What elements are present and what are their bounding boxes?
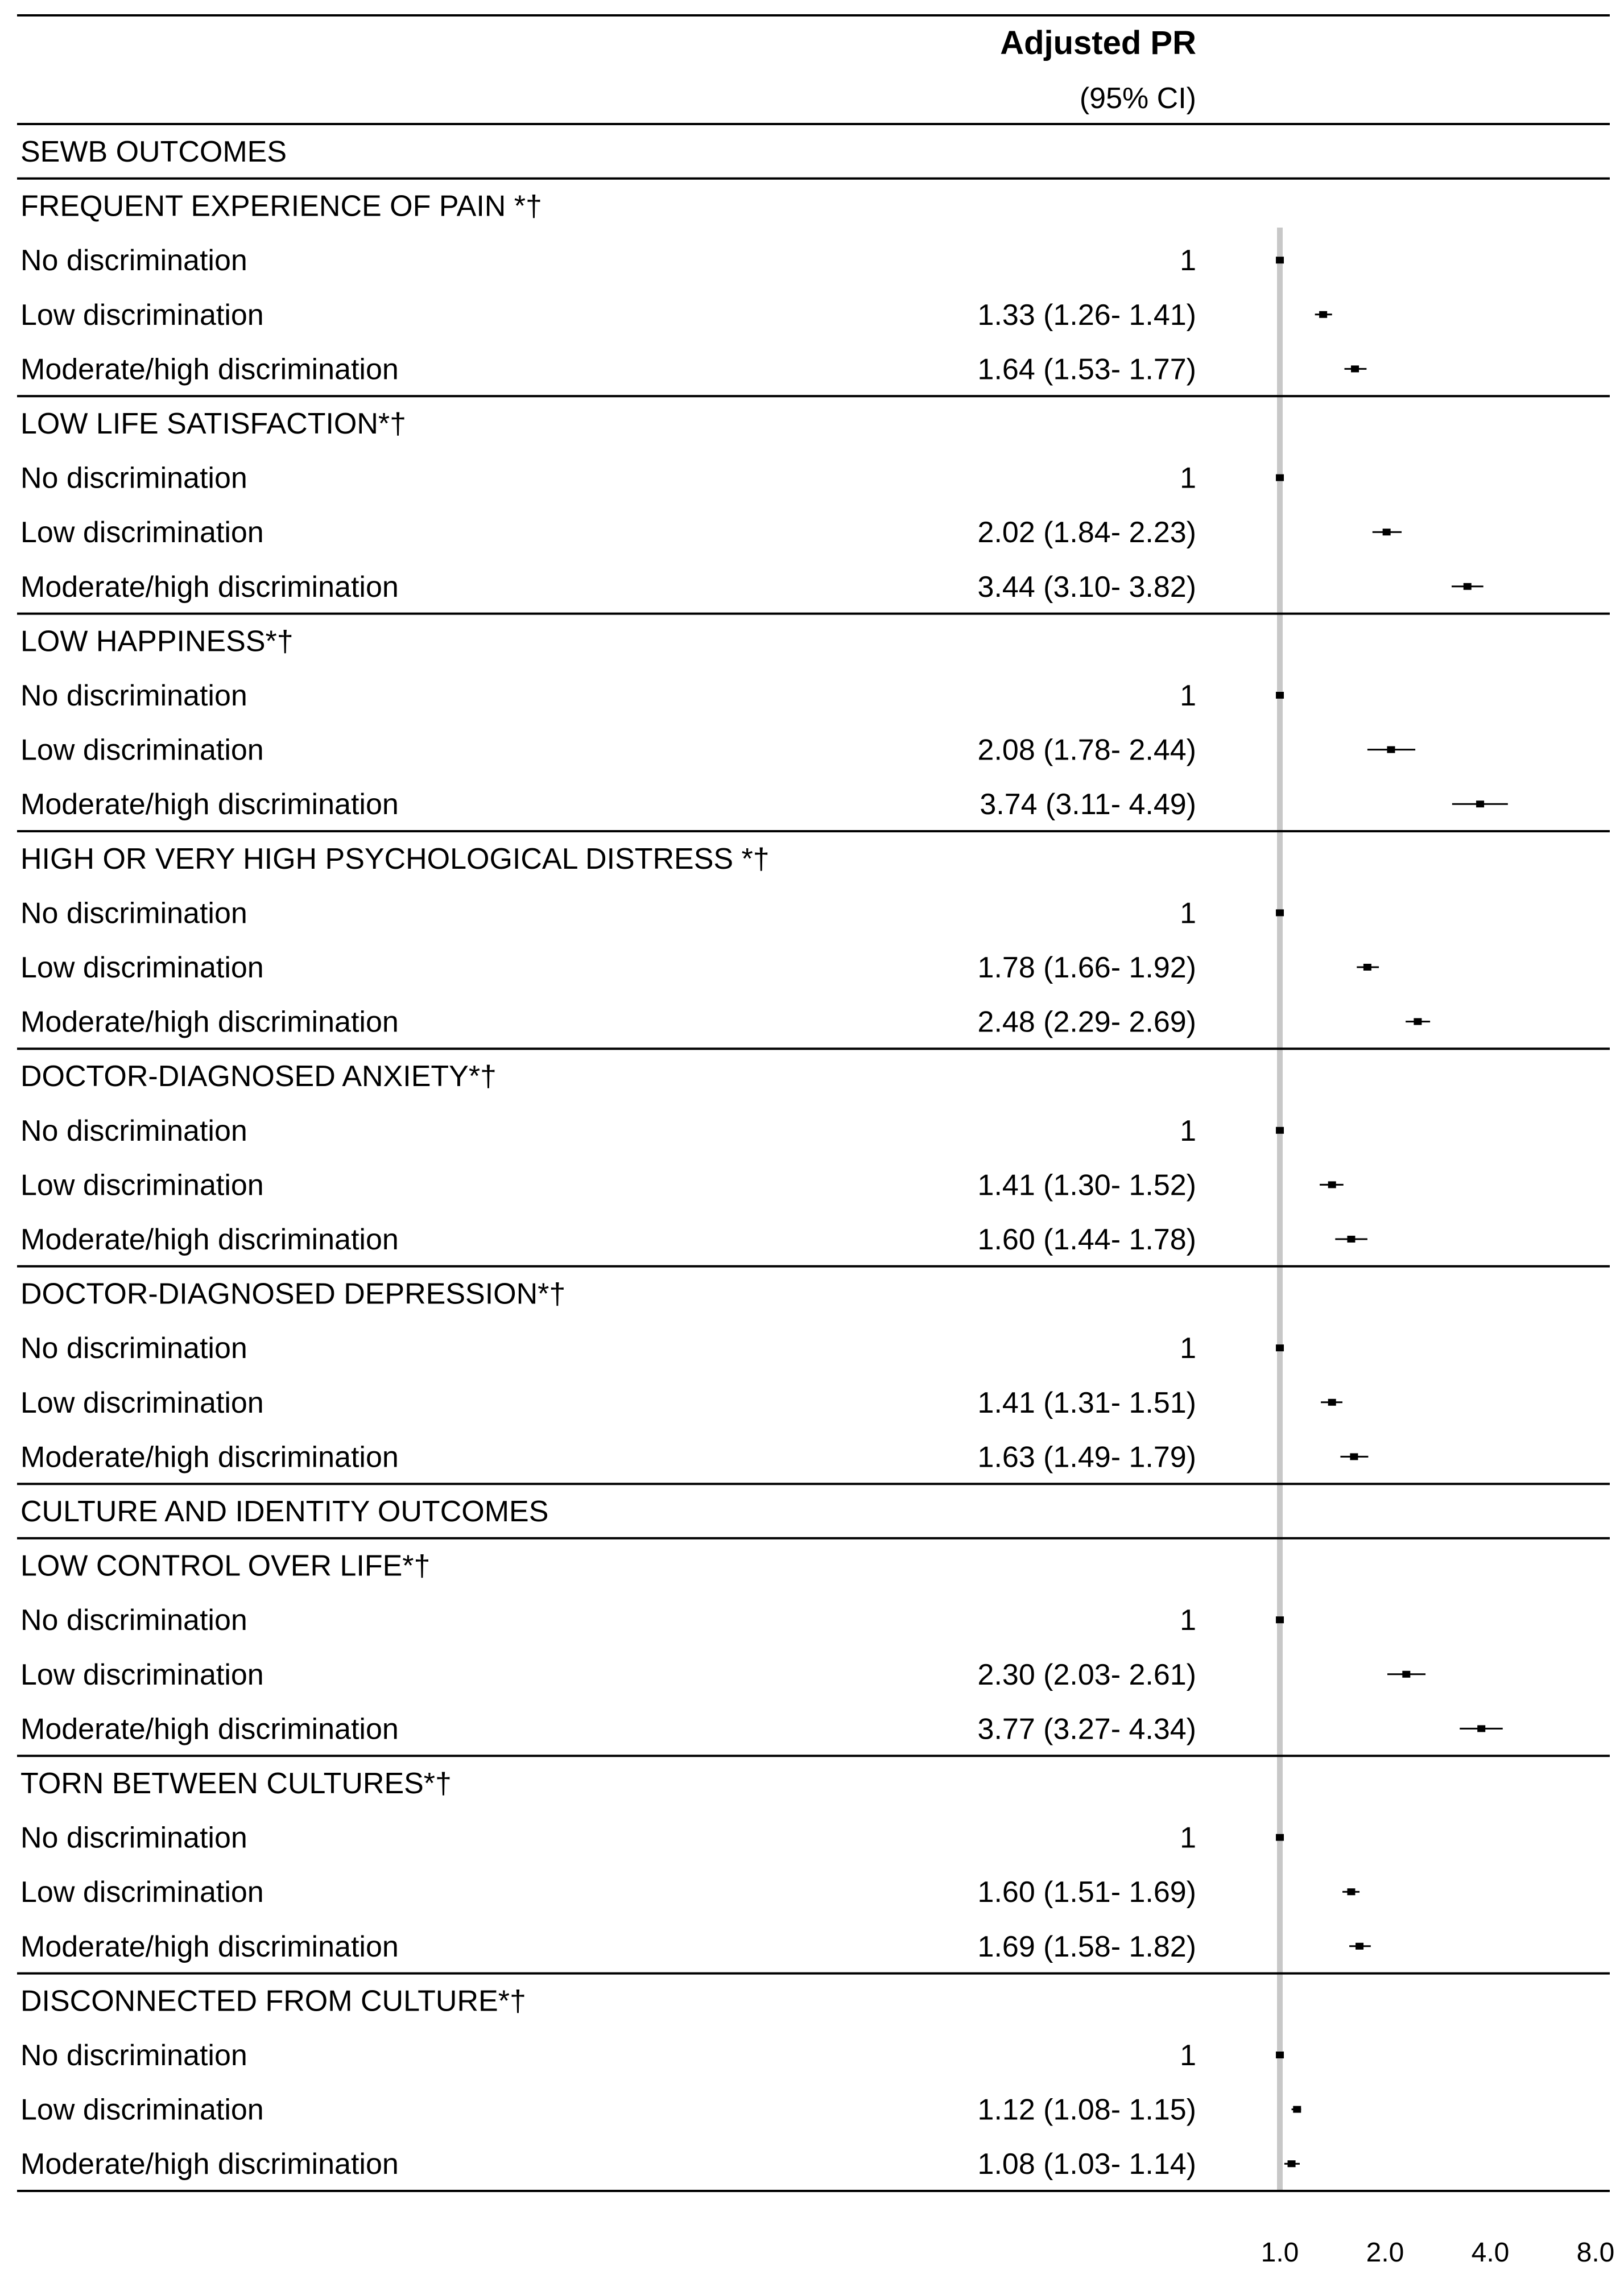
row-estimate: 1 bbox=[1180, 461, 1196, 495]
row-estimate: 2.02 (1.84- 2.23) bbox=[977, 516, 1196, 550]
row-estimate: 1 bbox=[1180, 2039, 1196, 2072]
point-estimate bbox=[1414, 1018, 1421, 1025]
row-label: Low discrimination bbox=[20, 1169, 264, 1202]
row-label: Moderate/high discrimination bbox=[20, 570, 399, 604]
point-estimate bbox=[1276, 1127, 1284, 1134]
outcome-title: DISCONNECTED FROM CULTURE*† bbox=[20, 1984, 526, 2018]
point-estimate bbox=[1464, 583, 1472, 590]
point-estimate bbox=[1276, 692, 1284, 699]
point-estimate bbox=[1363, 964, 1371, 971]
row-label: No discrimination bbox=[20, 679, 247, 712]
row-estimate: 1 bbox=[1180, 897, 1196, 930]
row-label: Low discrimination bbox=[20, 298, 264, 332]
outcome-title: LOW LIFE SATISFACTION*† bbox=[20, 407, 407, 440]
row-label: Moderate/high discrimination bbox=[20, 1005, 399, 1039]
column-header-title: Adjusted PR bbox=[1000, 24, 1196, 61]
row-estimate: 1 bbox=[1180, 1114, 1196, 1148]
outcome-title: LOW CONTROL OVER LIFE*† bbox=[20, 1549, 431, 1583]
point-estimate bbox=[1328, 1181, 1336, 1188]
row-label: Moderate/high discrimination bbox=[20, 2148, 399, 2181]
row-estimate: 1.33 (1.26- 1.41) bbox=[977, 298, 1196, 332]
row-estimate: 1.63 (1.49- 1.79) bbox=[977, 1441, 1196, 1474]
row-estimate: 1.69 (1.58- 1.82) bbox=[977, 1930, 1196, 1963]
row-label: No discrimination bbox=[20, 1332, 247, 1365]
row-label: Moderate/high discrimination bbox=[20, 353, 399, 386]
row-label: Moderate/high discrimination bbox=[20, 1930, 399, 1963]
point-estimate bbox=[1477, 1725, 1485, 1732]
outcome-title: TORN BETWEEN CULTURES*† bbox=[20, 1767, 452, 1800]
outcome-title: HIGH OR VERY HIGH PSYCHOLOGICAL DISTRESS *† bbox=[20, 842, 770, 876]
point-estimate bbox=[1356, 1943, 1363, 1950]
point-estimate bbox=[1276, 1344, 1284, 1351]
row-estimate: 2.08 (1.78- 2.44) bbox=[977, 733, 1196, 767]
point-estimate bbox=[1347, 1888, 1355, 1895]
row-label: Low discrimination bbox=[20, 951, 264, 984]
row-estimate: 1 bbox=[1180, 1604, 1196, 1637]
row-estimate: 3.77 (3.27- 4.34) bbox=[977, 1712, 1196, 1746]
row-estimate: 1.78 (1.66- 1.92) bbox=[977, 951, 1196, 984]
row-label: Low discrimination bbox=[20, 733, 264, 767]
point-estimate bbox=[1288, 2160, 1296, 2167]
x-tick-label: 2.0 bbox=[1366, 2238, 1404, 2268]
section-title: CULTURE AND IDENTITY OUTCOMES bbox=[20, 1495, 549, 1528]
row-estimate: 1 bbox=[1180, 244, 1196, 278]
point-estimate bbox=[1328, 1399, 1336, 1406]
row-label: Low discrimination bbox=[20, 1658, 264, 1691]
row-estimate: 1.60 (1.44- 1.78) bbox=[977, 1223, 1196, 1256]
point-estimate bbox=[1383, 529, 1391, 535]
row-label: Low discrimination bbox=[20, 2093, 264, 2127]
point-estimate bbox=[1276, 1834, 1284, 1841]
outcome-title: LOW HAPPINESS*† bbox=[20, 625, 294, 658]
point-estimate bbox=[1319, 311, 1327, 318]
point-estimate bbox=[1402, 1671, 1410, 1678]
row-estimate: 1.12 (1.08- 1.15) bbox=[977, 2093, 1196, 2127]
point-estimate bbox=[1276, 257, 1284, 263]
point-estimate bbox=[1351, 365, 1359, 372]
row-estimate: 1 bbox=[1180, 1821, 1196, 1855]
point-estimate bbox=[1276, 1616, 1284, 1623]
outcome-title: FREQUENT EXPERIENCE OF PAIN *† bbox=[20, 189, 542, 223]
row-label: No discrimination bbox=[20, 1604, 247, 1637]
row-label: No discrimination bbox=[20, 244, 247, 278]
point-estimate bbox=[1293, 2106, 1301, 2113]
point-estimate bbox=[1347, 1236, 1355, 1243]
x-tick-label: 8.0 bbox=[1576, 2238, 1615, 2268]
row-label: Moderate/high discrimination bbox=[20, 1441, 399, 1474]
row-estimate: 2.30 (2.03- 2.61) bbox=[977, 1658, 1196, 1691]
row-estimate: 3.74 (3.11- 4.49) bbox=[980, 788, 1196, 822]
point-estimate bbox=[1276, 909, 1284, 916]
x-tick-label: 4.0 bbox=[1471, 2238, 1510, 2268]
row-label: Low discrimination bbox=[20, 1386, 264, 1419]
row-label: No discrimination bbox=[20, 1114, 247, 1148]
row-label: No discrimination bbox=[20, 2039, 247, 2072]
row-label: No discrimination bbox=[20, 461, 247, 495]
outcome-title: DOCTOR-DIAGNOSED DEPRESSION*† bbox=[20, 1277, 566, 1311]
section-title: SEWB OUTCOMES bbox=[20, 135, 287, 168]
point-estimate bbox=[1276, 2052, 1284, 2058]
x-tick-label: 1.0 bbox=[1261, 2238, 1299, 2268]
column-header-subtitle: (95% CI) bbox=[1079, 82, 1196, 115]
row-estimate: 1.41 (1.30- 1.52) bbox=[977, 1169, 1196, 1202]
point-estimate bbox=[1387, 746, 1395, 753]
row-estimate: 1.08 (1.03- 1.14) bbox=[977, 2148, 1196, 2181]
row-label: Moderate/high discrimination bbox=[20, 1223, 399, 1256]
row-label: No discrimination bbox=[20, 897, 247, 930]
row-label: Low discrimination bbox=[20, 516, 264, 550]
point-estimate bbox=[1276, 474, 1284, 481]
row-label: No discrimination bbox=[20, 1821, 247, 1855]
row-estimate: 3.44 (3.10- 3.82) bbox=[977, 570, 1196, 604]
outcome-title: DOCTOR-DIAGNOSED ANXIETY*† bbox=[20, 1060, 497, 1093]
row-label: Moderate/high discrimination bbox=[20, 1712, 399, 1746]
row-estimate: 1 bbox=[1180, 679, 1196, 712]
row-label: Low discrimination bbox=[20, 1876, 264, 1909]
row-estimate: 1.64 (1.53- 1.77) bbox=[977, 353, 1196, 386]
row-label: Moderate/high discrimination bbox=[20, 788, 399, 822]
row-estimate: 1.41 (1.31- 1.51) bbox=[977, 1386, 1196, 1419]
point-estimate bbox=[1476, 800, 1484, 807]
row-estimate: 1 bbox=[1180, 1332, 1196, 1365]
point-estimate bbox=[1350, 1453, 1358, 1460]
row-estimate: 2.48 (2.29- 2.69) bbox=[977, 1005, 1196, 1039]
row-estimate: 1.60 (1.51- 1.69) bbox=[977, 1876, 1196, 1909]
